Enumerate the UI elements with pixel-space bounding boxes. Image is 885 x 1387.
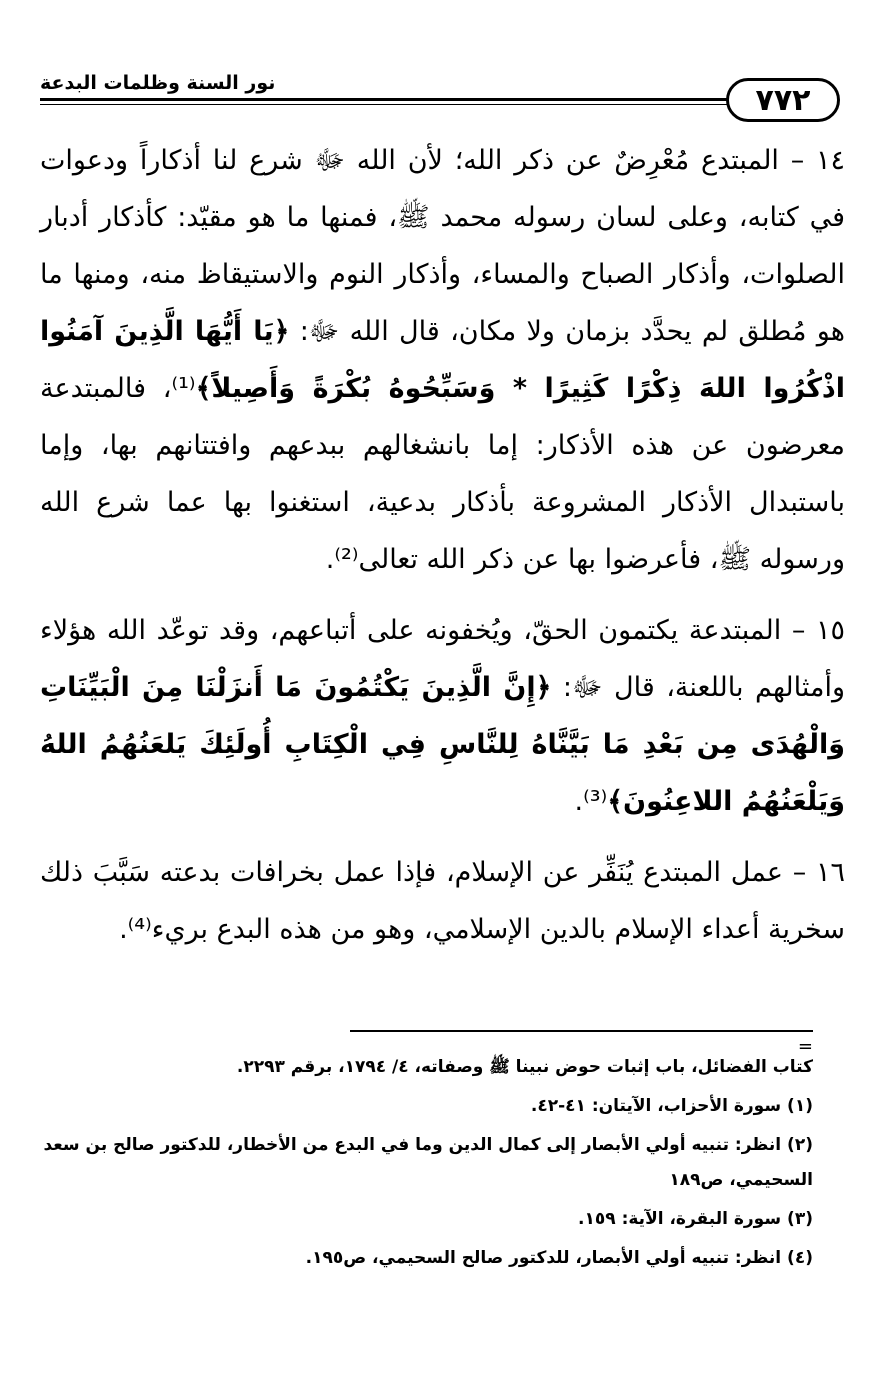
footnote-text: انظر: تنبيه أولي الأبصار إلى كمال الدين وما في البدع من الأخطار، للدكتور صالح بن سعد السحيمي، ص١٨٩ — [43, 1135, 813, 1190]
footnotes — [40, 1050, 813, 1280]
quran-verse: ﴿يَا أَيُّهَا الَّذِينَ آمَنُوا اذْكُرُوا اللهَ ذِكْرًا كَثِيرًا * وَسَبِّحُوهُ بُكْرَةً وَأَصِيلاً﴾ — [40, 316, 846, 404]
footnote-1 — [40, 1089, 813, 1124]
footnote-text: سورة الأحزاب، الآيتان: ٤١-٤٢. — [530, 1096, 782, 1116]
footnote-continued-mark: = — [797, 1036, 813, 1057]
paragraph-text: ١٤ – المبتدع مُعْرِضٌ عن ذكر الله؛ لأن الله ﷻ شرع لنا أذكاراً ودعوات في كتابه، وعلى لسان رسوله محمد ﷺ، فمنها ما هو مقيّد: كأذكار أدبار الصلوات، وأذكار الصباح والمساء، وأذكار النوم والاستيقاظ منه، ومنها ما هو مُطلق لم يحدَّد بزمان ولا مكان، قال الله ﷻ: — [40, 145, 845, 347]
paragraph-14 — [40, 132, 845, 588]
footnote-number: (٤) — [787, 1248, 813, 1268]
paragraph-text: ⁽³⁾. — [574, 786, 608, 817]
header-rule — [40, 98, 728, 101]
paragraph-text: ١٥ – المبتدعة يكتمون الحقّ، ويُخفونه على أتباعهم، وقد توعّد الله هؤلاء وأمثالهم باللعنة، قال ﷻ: — [40, 615, 845, 703]
paragraph-text: ١٦ – عمل المبتدع يُنَفِّر عن الإسلام، فإذا عمل بخرافات بدعته سَبَّبَ ذلك سخرية أعداء الإسلام بالدين الإسلامي، وهو من هذه البدع بريء⁽⁴⁾. — [40, 857, 845, 945]
footnote-number: (١) — [787, 1096, 813, 1116]
footnote-text: كتاب الفضائل، باب إثبات حوض نبينا ﷺ وصفاته، ٤/ ١٧٩٤، برقم ٢٢٩٣. — [236, 1057, 813, 1077]
footnote-text: انظر: تنبيه أولي الأبصار، للدكتور صالح السحيمي، ص١٩٥. — [305, 1248, 782, 1268]
footnote-number: (٢) — [787, 1135, 813, 1155]
footnote-4 — [40, 1241, 813, 1276]
footnote-2 — [40, 1128, 813, 1198]
footnote-separator — [350, 1030, 813, 1032]
paragraph-16 — [40, 844, 845, 958]
footnote-text: سورة البقرة، الآية: ١٥٩. — [578, 1209, 782, 1229]
page-number: ٧٧٢ — [726, 78, 840, 122]
header-rule-thin — [40, 104, 728, 105]
footnote-number: (٣) — [787, 1209, 813, 1229]
paragraph-text: ⁽¹⁾، فالمبتدعة معرضون عن هذه الأذكار: إما بانشغالهم ببدعهم وافتتانهم بها، وإما باستبدال الأذكار المشروعة بأذكار بدعية، استغنوا بها عما شرع الله ورسوله ﷺ، فأعرضوا بها عن ذكر الله تعالى⁽²⁾. — [40, 373, 845, 575]
paragraph-15 — [40, 602, 845, 830]
footnote-continued — [40, 1050, 813, 1085]
running-title: نور السنة وظلمات البدعة — [40, 72, 276, 94]
page-header — [40, 70, 840, 130]
footnote-3 — [40, 1202, 813, 1237]
quran-verse: ﴿إِنَّ الَّذِينَ يَكْتُمُونَ مَا أَنزَلْنَا مِنَ الْبَيِّنَاتِ وَالْهُدَى مِن بَعْدِ مَا بَيَّنَّاهُ لِلنَّاسِ فِي الْكِتَابِ أُولَئِكَ يَلعَنُهُمُ اللهُ وَيَلْعَنُهُمُ اللاعِنُونَ﴾ — [40, 672, 845, 817]
body-text — [40, 132, 845, 972]
